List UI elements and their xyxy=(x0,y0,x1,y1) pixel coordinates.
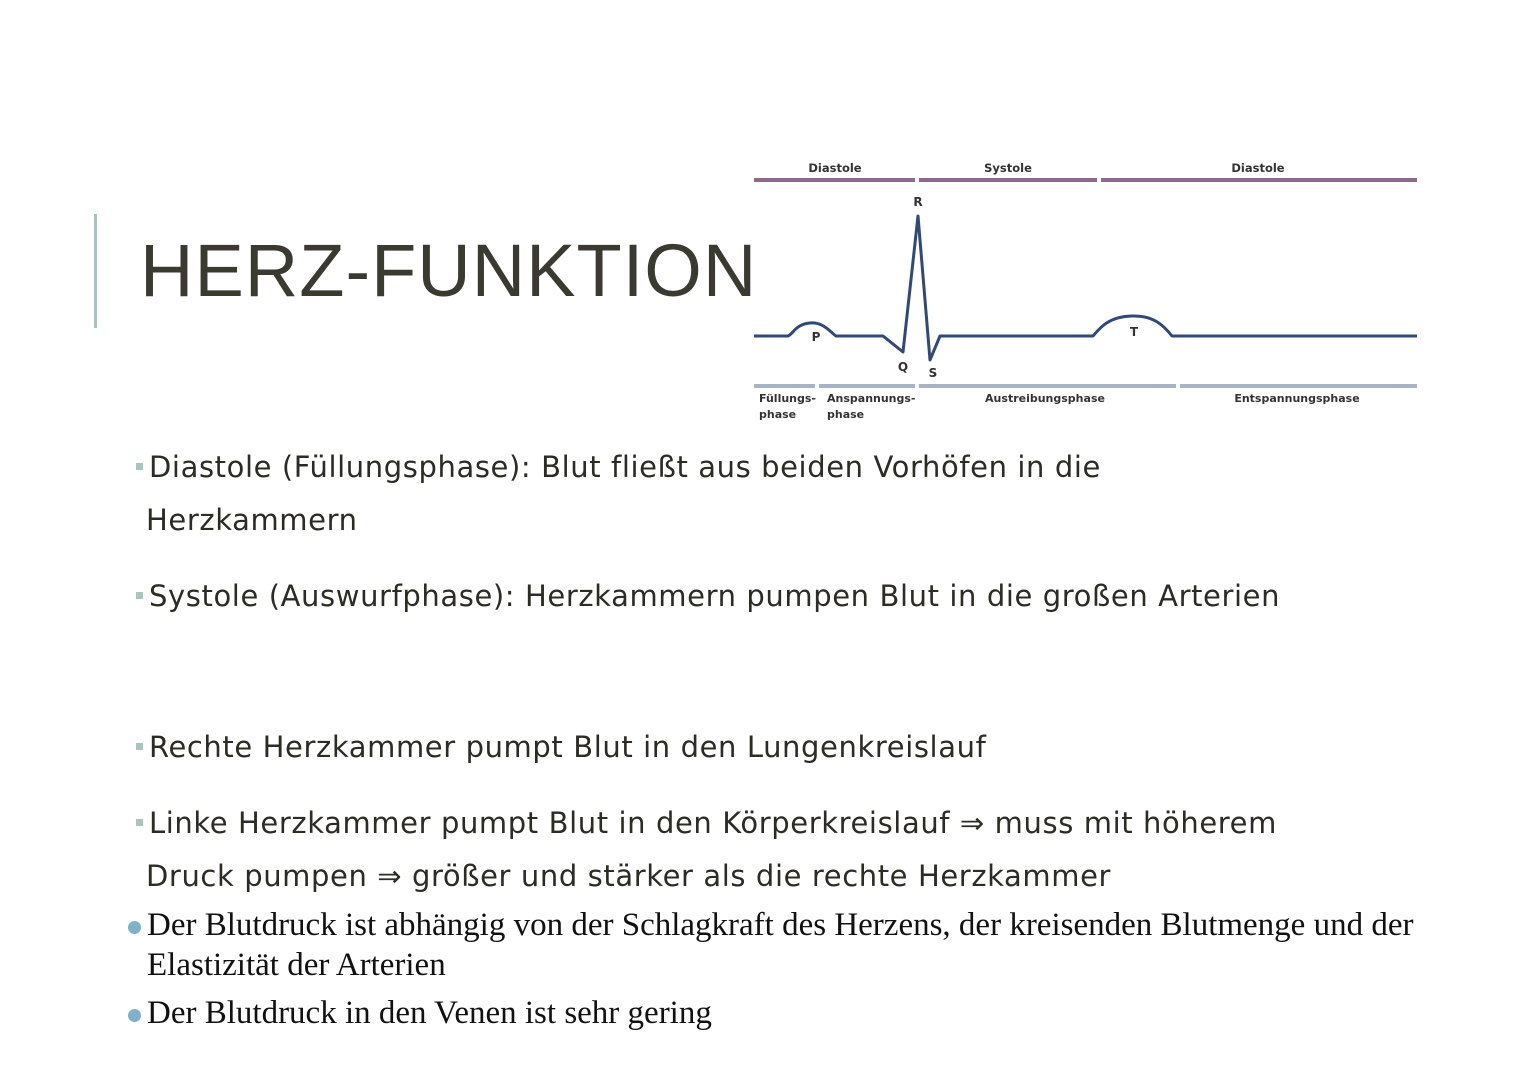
bullet-text-line2: Elastizität der Arterien xyxy=(147,947,446,983)
ecg-bottom-bar-tension xyxy=(819,384,915,388)
slide-title: HERZ-FUNKTION xyxy=(140,229,758,312)
bullet-text-line1: Rechte Herzkammer pumpt Blut in den Lungenkreislauf xyxy=(149,730,987,764)
bullet-marker xyxy=(136,819,143,826)
ecg-bottom-label-fill-1: Füllungs- xyxy=(759,392,816,405)
ecg-bottom-bar-fill xyxy=(754,384,815,388)
ecg-bottom-label-fill-2: phase xyxy=(759,408,797,421)
ecg-trace xyxy=(754,216,1417,360)
bullet-text-line1: Linke Herzkammer pumpt Blut in den Körperkreislauf ⇒ muss mit höherem xyxy=(149,806,1277,840)
ecg-wave-label-p: P xyxy=(811,330,821,344)
bullet-systole xyxy=(136,570,1376,623)
ecg-bottom-label-ejection: Austreibungsphase xyxy=(985,392,1105,405)
bullet-text-line1: Der Blutdruck ist abhängig von der Schlagkraft des Herzens, der kreisenden Blutmenge und der xyxy=(147,907,1414,943)
bullet-text-line2: Herzkammern xyxy=(146,503,358,537)
ecg-bottom-bar-relaxation xyxy=(1180,384,1417,388)
ecg-top-bar-diastole-1 xyxy=(754,178,915,182)
bullet-marker xyxy=(136,592,143,599)
bullet-dot xyxy=(128,921,141,934)
serif-bullet-veins xyxy=(128,993,1498,1033)
bullet-text-line2: Druck pumpen ⇒ größer und stärker als die rechte Herzkammer xyxy=(146,859,1112,893)
bullet-right-ventricle xyxy=(136,721,1376,774)
ecg-wave-label-r: R xyxy=(913,195,923,209)
ecg-bottom-label-tension-1: Anspannungs- xyxy=(827,392,916,405)
ecg-top-phase-diastole-1: Diastole xyxy=(808,161,862,175)
ecg-bottom-bar-ejection xyxy=(919,384,1176,388)
ecg-top-bar-systole xyxy=(919,178,1097,182)
ecg-top-bar-diastole-2 xyxy=(1101,178,1417,182)
ecg-top-phase-diastole-2: Diastole xyxy=(1231,161,1285,175)
ecg-top-phase-systole: Systole xyxy=(984,161,1032,175)
ecg-bottom-label-relaxation: Entspannungsphase xyxy=(1234,392,1360,405)
serif-bullet-blood-pressure xyxy=(128,905,1498,985)
bullet-diastole xyxy=(136,441,1376,547)
bullet-dot xyxy=(128,1009,141,1022)
bullet-marker xyxy=(136,743,143,750)
bullet-text-line1: Systole (Auswurfphase): Herzkammern pumpen Blut in die großen Arterien xyxy=(149,579,1281,613)
ecg-diagram xyxy=(748,156,1424,426)
bullet-marker xyxy=(136,463,143,470)
ecg-wave-label-t: T xyxy=(1129,325,1139,339)
bullet-text-line1: Diastole (Füllungsphase): Blut fließt aus beiden Vorhöfen in die xyxy=(149,450,1101,484)
ecg-wave-label-q: Q xyxy=(897,360,909,374)
ecg-bottom-label-tension-2: phase xyxy=(827,408,865,421)
bullet-text-line1: Der Blutdruck in den Venen ist sehr gering xyxy=(147,995,712,1031)
ecg-wave-label-s: S xyxy=(928,366,938,380)
title-accent-bar xyxy=(94,214,97,328)
bullet-left-ventricle xyxy=(136,797,1376,903)
